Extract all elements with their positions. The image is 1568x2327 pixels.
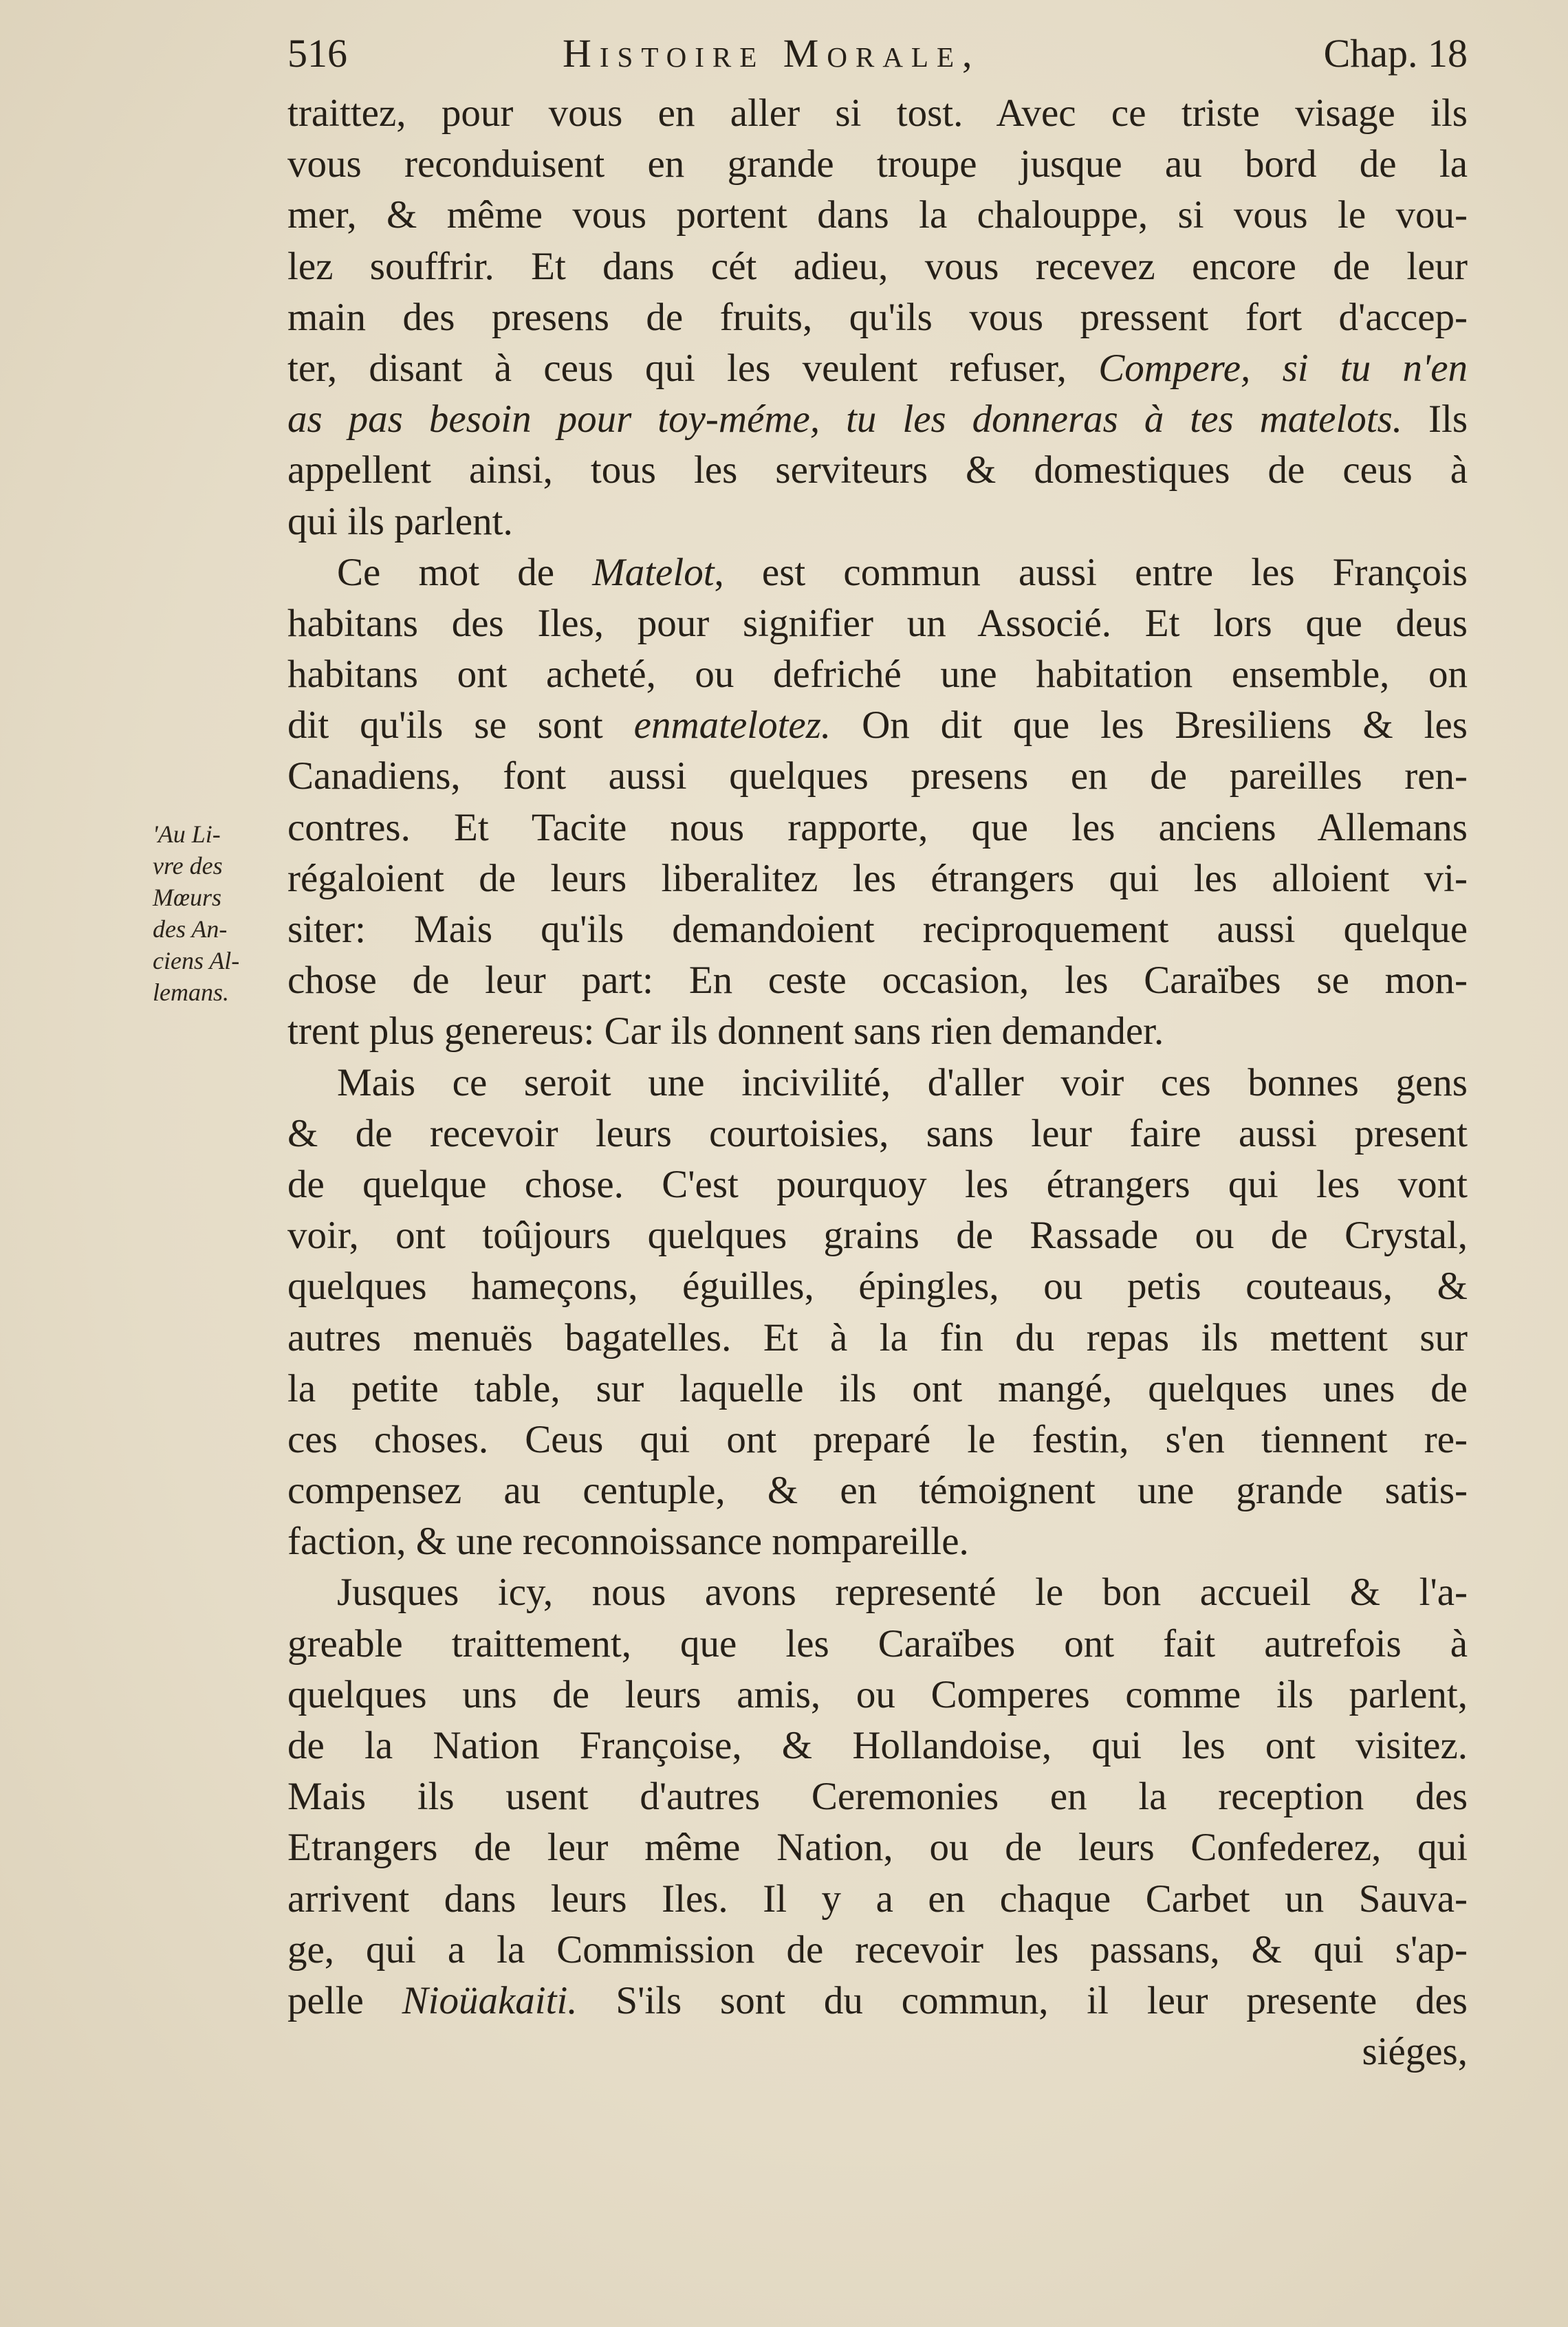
italic-text: enmatelotez. — [633, 703, 831, 747]
text-segment: ter, disant à ceus qui les veulent refuser, — [287, 346, 1099, 390]
text-segment: arrivent dans leurs Iles. Il y a en chaque Carbet un Sauva- — [287, 1877, 1468, 1921]
text-line — [287, 1210, 1468, 1261]
margin-note-line: Mœurs — [153, 884, 222, 911]
margin-note-line: vre des — [153, 852, 223, 880]
text-segment: Ce mot de — [337, 550, 593, 594]
text-segment: chose de leur part: En ceste occasion, les Caraïbes se mon- — [287, 959, 1468, 1003]
page-number: 516 — [287, 31, 347, 76]
text-line — [287, 445, 1468, 496]
margin-note-line: 'Au Li- — [153, 820, 221, 848]
text-line — [287, 1619, 1468, 1670]
text-segment: voir, ont toûjours quelques grains de Rassade ou de Crystal, — [287, 1214, 1468, 1258]
margin-note-line: des An- — [153, 915, 228, 943]
text-segment: compensez au centuple, & en témoignent une grande satis- — [287, 1469, 1468, 1513]
text-segment: traittez, pour vous en aller si tost. Avec ce triste visage ils — [287, 91, 1468, 135]
italic-text: Nioüakaiti. — [402, 1978, 578, 2022]
text-line — [287, 1058, 1468, 1108]
text-line — [287, 751, 1468, 802]
text-line — [287, 1976, 1468, 2026]
text-line — [287, 1516, 1468, 1567]
text-line — [287, 88, 1468, 139]
text-segment: vous reconduisent en grande troupe jusque au bord de la — [287, 142, 1468, 186]
text-line — [287, 292, 1468, 343]
text-segment: Jusques icy, nous avons representé le bon accueil & l'a- — [337, 1571, 1468, 1615]
text-segment: contres. Et Tacite nous rapporte, que les anciens Allemans — [287, 805, 1468, 849]
text-segment: mer, & même vous portent dans la chalouppe, si vous le vou- — [287, 193, 1468, 237]
text-line — [287, 700, 1468, 751]
text-segment: de quelque chose. C'est pourquoy les étrangers qui les vont — [287, 1162, 1468, 1206]
text-line — [287, 1313, 1468, 1364]
text-line — [287, 1108, 1468, 1159]
text-line — [287, 496, 1468, 547]
text-segment: quelques hameçons, éguilles, épingles, ou petis couteaus, & — [287, 1265, 1468, 1309]
text-segment: Mais ce seroit une incivilité, d'aller voir ces bonnes gens — [337, 1060, 1468, 1104]
text-line — [287, 241, 1468, 292]
text-line — [287, 1670, 1468, 1720]
text-segment: siéges, — [1362, 2030, 1468, 2074]
text-segment: régaloient de leurs liberalitez les étrangers qui les alloient vi- — [287, 856, 1468, 900]
text-line — [287, 802, 1468, 853]
text-line — [287, 1925, 1468, 1976]
text-segment: quelques uns de leurs amis, ou Comperes comme ils parlent, — [287, 1672, 1468, 1716]
chapter-label: Chap. 18 — [1323, 31, 1468, 76]
text-segment: ces choses. Ceus qui ont preparé le festin, s'en tiennent re- — [287, 1417, 1468, 1461]
text-line — [287, 2026, 1468, 2077]
text-line — [287, 1874, 1468, 1925]
text-segment: greable traittement, que les Caraïbes ont fait autrefois à — [287, 1621, 1468, 1665]
text-line — [287, 1159, 1468, 1210]
text-line — [287, 1364, 1468, 1414]
text-line — [287, 598, 1468, 649]
text-line — [287, 1567, 1468, 1618]
text-segment: ge, qui a la Commission de recevoir les passans, & qui s'ap- — [287, 1927, 1468, 1971]
text-line — [287, 547, 1468, 598]
text-segment: habitans des Iles, pour signifier un Associé. Et lors que deus — [287, 601, 1468, 645]
page-header — [287, 26, 1468, 81]
text-segment: Ils — [1402, 397, 1468, 441]
text-segment: dit qu'ils se sont — [287, 703, 634, 747]
text-segment: siter: Mais qu'ils demandoient reciproquement aussi quelque — [287, 908, 1468, 951]
text-line — [287, 1414, 1468, 1465]
text-line — [287, 1771, 1468, 1822]
text-line — [287, 1006, 1468, 1057]
text-line — [287, 343, 1468, 394]
text-segment: autres menuës bagatelles. Et à la fin du repas ils mettent sur — [287, 1315, 1468, 1359]
text-segment: Canadiens, font aussi quelques presens en de pareilles ren- — [287, 754, 1468, 798]
text-line — [287, 853, 1468, 904]
text-line — [287, 1465, 1468, 1516]
text-segment: appellent ainsi, tous les serviteurs & domestiques de ceus à — [287, 448, 1468, 492]
text-segment: & de recevoir leurs courtoisies, sans leur faire aussi present — [287, 1111, 1468, 1155]
margin-note-line: ciens Al- — [153, 947, 240, 974]
text-line — [287, 955, 1468, 1006]
running-title: Histoire Morale, — [563, 31, 981, 76]
text-segment: , est commun aussi entre les François — [714, 550, 1468, 594]
text-segment: qui ils parlent. — [287, 499, 513, 543]
text-segment: lez souffrir. Et dans cét adieu, vous recevez encore de leur — [287, 244, 1468, 288]
text-segment: pelle — [287, 1978, 402, 2022]
text-line — [287, 1822, 1468, 1873]
italic-text: Matelot — [592, 550, 715, 594]
text-segment: Etrangers de leur même Nation, ou de leurs Confederez, qui — [287, 1826, 1468, 1870]
text-line — [287, 190, 1468, 241]
text-line — [287, 1720, 1468, 1771]
text-segment: Mais ils usent d'autres Ceremonies en la reception des — [287, 1775, 1468, 1819]
text-line — [287, 394, 1468, 445]
text-line — [287, 649, 1468, 700]
text-segment: faction, & une reconnoissance nompareille. — [287, 1520, 969, 1564]
text-line — [287, 139, 1468, 190]
margin-note-line: lemans. — [153, 979, 229, 1006]
body-text — [287, 88, 1468, 2077]
text-line — [287, 1261, 1468, 1312]
text-segment: main des presens de fruits, qu'ils vous pressent fort d'accep- — [287, 295, 1468, 339]
text-segment: On dit que les Bresiliens & les — [831, 703, 1468, 747]
text-segment: la petite table, sur laquelle ils ont mangé, quelques unes de — [287, 1366, 1468, 1410]
text-segment: trent plus genereus: Car ils donnent sans rien demander. — [287, 1009, 1164, 1053]
italic-text: as pas besoin pour toy-méme, tu les donneras à tes matelots. — [287, 397, 1403, 441]
italic-text: Compere, si tu n'en — [1098, 346, 1468, 390]
text-segment: de la Nation Françoise, & Hollandoise, qui les ont visitez. — [287, 1724, 1468, 1767]
text-segment: S'ils sont du commun, il leur presente des — [577, 1978, 1468, 2022]
text-segment: habitans ont acheté, ou defriché une habitation ensemble, on — [287, 653, 1468, 697]
margin-note — [153, 818, 270, 1008]
text-line — [287, 904, 1468, 955]
